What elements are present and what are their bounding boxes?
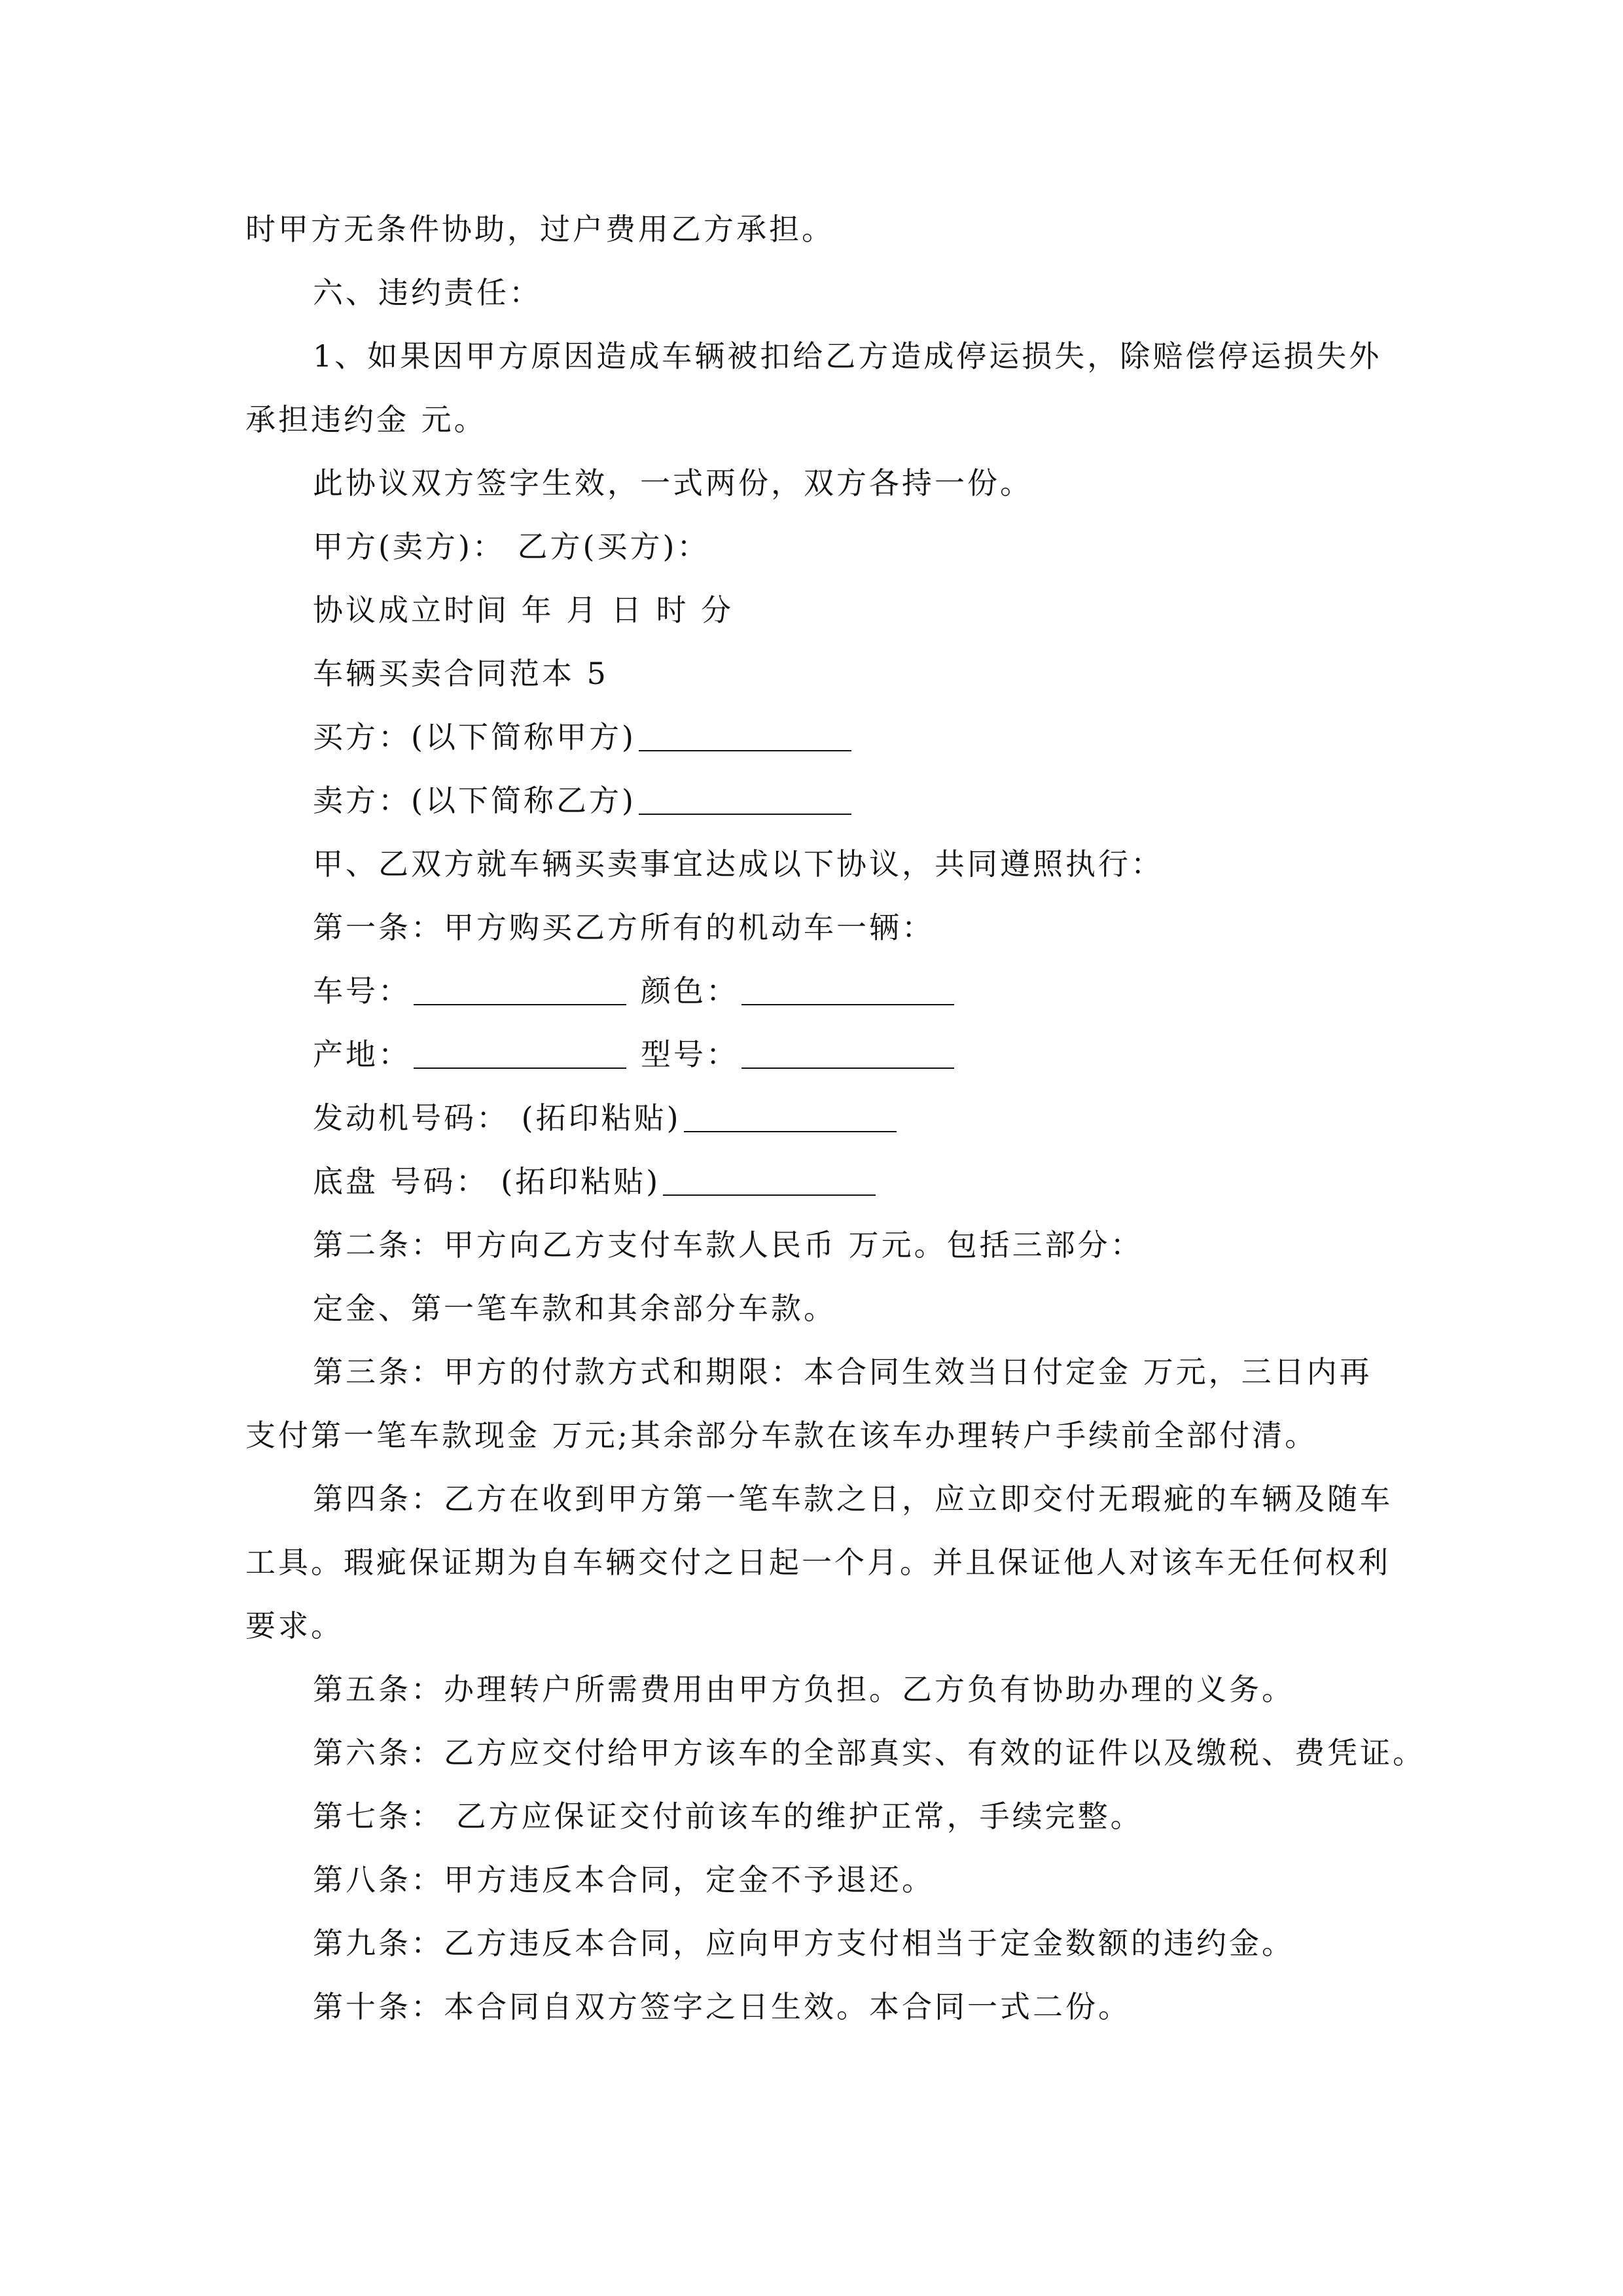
model-blank <box>741 1067 954 1069</box>
plate-color-line <box>313 971 969 1011</box>
origin-label: 产地： <box>313 1037 411 1072</box>
article-8: 第八条：甲方违反本合同，定金不予退还。 <box>313 1862 935 1897</box>
text-line: 工具。瑕疵保证期为自车辆交付之日起一个月。并且保证他人对该车无任何权利 <box>245 1545 1391 1580</box>
text-line: 支付第一笔车款现金 万元;其余部分车款在该车办理转户手续前全部付清。 <box>245 1418 1318 1453</box>
article-2: 第二条：甲方向乙方支付车款人民币 万元。包括三部分： <box>313 1227 1143 1263</box>
buyer-line <box>313 717 866 757</box>
buyer-label: 买方：(以下简称甲方) <box>313 719 636 755</box>
article-1: 第一条：甲方购买乙方所有的机动车一辆： <box>313 910 935 945</box>
article-5: 第五条：办理转户所需费用由甲方负担。乙方负有协助办理的义务。 <box>313 1672 1294 1707</box>
seller-label: 卖方：(以下简称乙方) <box>313 783 636 818</box>
article-3: 第三条：甲方的付款方式和期限：本合同生效当日付定金 万元，三日内再 <box>313 1354 1372 1390</box>
article-6: 第六条：乙方应交付给甲方该车的全部真实、有效的证件以及缴税、费凭证。 <box>313 1735 1425 1770</box>
model-label: 型号： <box>641 1037 739 1072</box>
document-title: 车辆买卖合同范本 5 <box>313 656 609 691</box>
text-line: 定金、第一笔车款和其余部分车款。 <box>313 1291 836 1326</box>
buyer-blank <box>639 750 851 751</box>
plate-label: 车号： <box>313 973 411 1009</box>
chassis-blank <box>663 1194 876 1196</box>
engine-line <box>313 1098 911 1138</box>
seller-blank <box>639 814 851 815</box>
chassis-line <box>313 1162 890 1201</box>
seller-line <box>313 781 866 820</box>
section-heading: 六、违约责任： <box>313 275 542 310</box>
text-line: 此协议双方签字生效，一式两份，双方各持一份。 <box>313 465 1033 501</box>
text-line: 要求。 <box>245 1608 344 1643</box>
engine-label: 发动机号码： (拓印粘贴) <box>313 1100 681 1136</box>
color-blank <box>741 1004 954 1005</box>
article-7: 第七条： 乙方应保证交付前该车的维护正常，手续完整。 <box>313 1799 1143 1834</box>
plate-blank <box>414 1004 626 1005</box>
chassis-label: 底盘 号码： (拓印粘贴) <box>313 1164 661 1199</box>
article-9: 第九条：乙方违反本合同，应向甲方支付相当于定金数额的违约金。 <box>313 1926 1294 1961</box>
text-line: 甲、乙双方就车辆买卖事宜达成以下协议，共同遵照执行： <box>313 846 1164 882</box>
article-10: 第十条：本合同自双方签字之日生效。本合同一式二份。 <box>313 1989 1131 2024</box>
article-4: 第四条：乙方在收到甲方第一笔车款之日，应立即交付无瑕疵的车辆及随车 <box>313 1481 1393 1516</box>
text-line: 1、如果因甲方原因造成车辆被扣给乙方造成停运损失，除赔偿停运损失外 <box>313 338 1382 374</box>
engine-blank <box>684 1131 897 1132</box>
text-line: 承担违约金 元。 <box>245 402 487 437</box>
color-label: 颜色： <box>641 973 739 1009</box>
origin-blank <box>414 1067 626 1069</box>
origin-model-line <box>313 1035 969 1074</box>
signature-line: 甲方(卖方)： 乙方(买方)： <box>313 529 710 564</box>
text-line: 时甲方无条件协助，过户费用乙方承担。 <box>245 211 834 247</box>
date-line: 协议成立时间 年 月 日 时 分 <box>313 592 734 628</box>
